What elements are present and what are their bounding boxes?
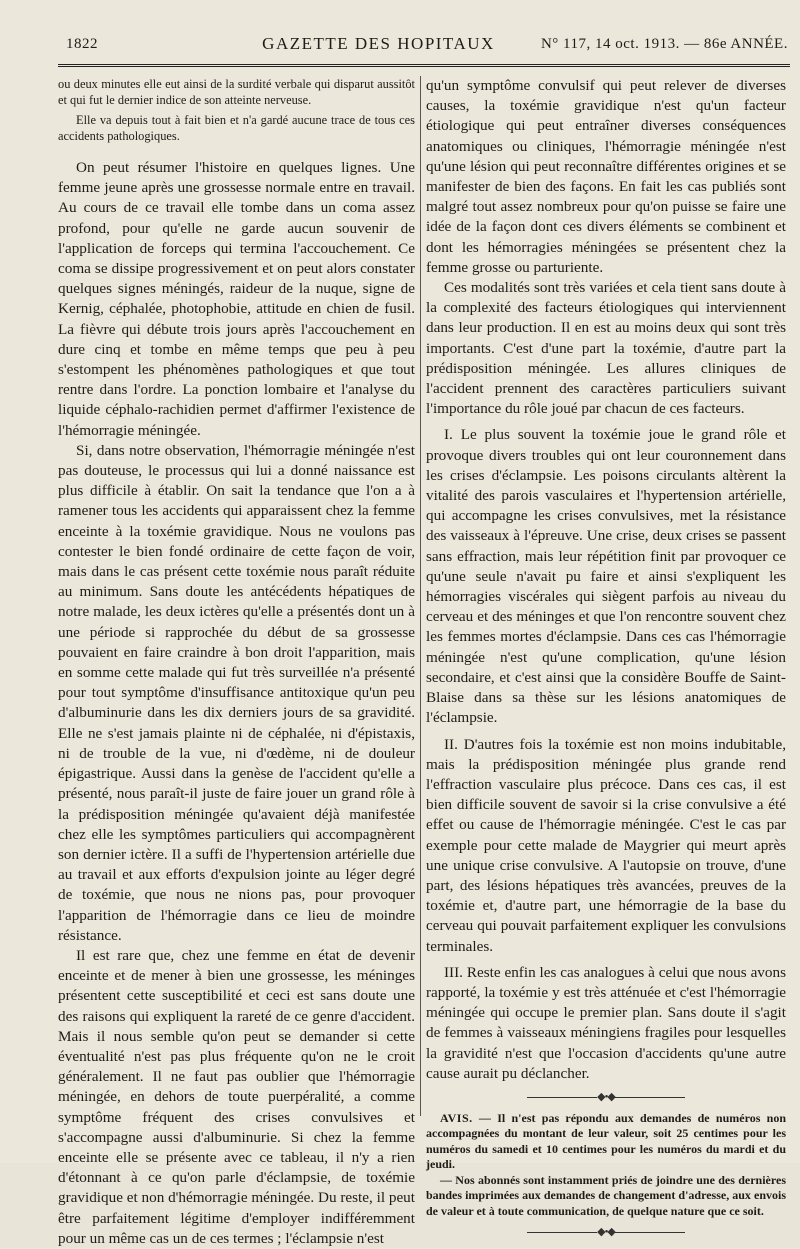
- issue-info: N° 117, 14 oct. 1913. — 86e ANNÉE.: [540, 35, 788, 52]
- page-number: 1822: [66, 35, 98, 52]
- notice-text: — Il n'est pas répondu aux demandes de numéros non accompagnées du montant de leur valeur, soit 25 centimes pour les numéros du samedi et 10 centimes pour les numéros du mardi et du jeudi.: [426, 1110, 786, 1172]
- ornament-divider: ◆•◆: [426, 1090, 786, 1103]
- notice-paragraph: [426, 1111, 786, 1173]
- body-paragraph: I. Le plus souvent la toxémie joue le grand rôle et provoque divers troubles qui ont leur couronnement dans les crises d'éclampsie. Les poisons circulants altèrent la vitalité des parois vasculaires et l'hypertension artérielle, qui accompagne les crises convulsives, met la résistance des vaisseaux à l'épreuve. Une crise, deux crises se passent sans effraction, mais leur répétition finit par provoquer ce qu'une seule n'avait pu faire et ainsi s'expliquent les hémorragies viscérales qui siègent parfois au niveau du cerveau et des méninges et que l'on rencontre souvent chez les femmes mortes d'éclampsie. Dans ces cas l'hémorragie méningée n'est qu'une complication, qu'une lésion secondaire, et c'est ainsi que la considère Bouffe de Saint-Blaise dans sa thèse sur les lésions anatomiques de l'éclampsie.: [426, 426, 786, 727]
- left-column: [58, 76, 415, 1249]
- right-column: [426, 76, 786, 1246]
- body-paragraph: qu'un symptôme convulsif qui peut relever de diverses causes, la toxémie gravidique n'est qu'un facteur étiologique qui peut entraîner diverses conséquences anatomiques ou cliniques, l'hémorragie méningée n'est qu'une lésion qui peut reconnaître différentes origines et se manifester de bien des façons. En fait les cas publiés sont malgré tout assez nombreux pour qu'on puisse se faire une idée de la façon dont ces divers éléments se combinent et dont les hémorragies méningées se présentent chez la femme grosse ou parturiente.: [426, 77, 786, 276]
- small-paragraph: ou deux minutes elle eut ainsi de la surdité verbale qui disparut aussitôt et qui fut le dernier indice de son atteinte nerveuse.: [58, 77, 415, 107]
- body-paragraph: Ces modalités sont très variées et cela tient sans doute à la complexité des facteurs étiologiques qui interviennent dans leur production. Il en est au moins deux qui sont très importants. C'est d'une part la toxémie, d'autre part la prédisposition méningée. Les allures cliniques de l'accident prennent des caractères particuliers suivant l'importance du rôle joué par chacun de ces facteurs.: [426, 279, 786, 418]
- small-paragraph: Elle va depuis tout à fait bien et n'a gardé aucune trace de tous ces accidents pathologiques.: [58, 113, 415, 143]
- notice-label: AVIS.: [440, 1110, 473, 1125]
- page-header: [66, 26, 788, 62]
- column-divider: [420, 76, 421, 1116]
- body-paragraph: Il est rare que, chez une femme en état de devenir enceinte et de mener à bien une grossesse, les méninges présentent cette susceptibilité et ceci est sans doute une des raisons qui expliquent la rareté de ce genre d'accident. Mais il nous semble qu'on peut se demander si cette éventualité n'est pas plus fréquente qu'on ne le croit généralement. Il ne faut pas oublier que l'hémorragie méningée, en dehors de toute puerpéralité, a comme symptôme fréquent des crises convulsives et s'accompagne aussi d'albuminurie. Si chez la femme enceinte elle se présente avec ce tableau, il n'y a rien d'étonnant à ce qu'on parle d'éclampsie, de toxémie gravidique et non d'hémorragie méningée. Du reste, il peut être parfaitement légitime d'employer indifféremment pour un même cas un de ces termes ; l'éclampsie n'est: [58, 946, 415, 1247]
- body-paragraph: III. Reste enfin les cas analogues à celui que nous avons rapporté, la toxémie y est très atténuée et c'est l'hémorragie méningée qui occupe le premier plan. Sans doute il s'agit de femmes à vaisseaux méningiens fragiles pour lesquelles la gravidité n'est que l'occasion d'accidents qu'une autre cause aurait pu déclancher.: [426, 963, 786, 1082]
- body-paragraph: On peut résumer l'histoire en quelques lignes. Une femme jeune après une grossesse normale entre en travail. Au cours de ce travail elle tombe dans un coma assez profond, pour qu'elle ne garde aucun souvenir de l'application de forceps qui termina l'accouchement. Ce coma se dissipe progressivement et on peut alors constater quelques signes méningés, raideur de la nuque, signe de Kernig, céphalée, photophobie, attitude en chien de fusil. La fièvre qui débute trois jours après l'accouchement en dure cinq et tombe en même temps que peu à peu s'estompent les phénomènes pathologiques et que tout rentre dans l'ordre. La ponction lombaire et l'analyse du liquide céphalo-rachidien permet d'affirmer l'existence de l'hémorragie méningée.: [58, 159, 415, 439]
- journal-title: GAZETTE DES HOPITAUX: [262, 34, 495, 53]
- body-paragraph: II. D'autres fois la toxémie est non moins indubitable, mais la prédisposition méningée plus grande rend l'effraction vasculaire plus précoce. Dans ces cas, il est bien difficile souvent de savoir si la crise convulsive a été effet ou cause de l'hémorragie méningée. C'est le cas par exemple pour cette malade de Maygrier qui meurt après une unique crise convulsive. A l'autopsie on trouve, d'une part, des lésions hépatiques très avancées, preuves de la toxémie et, d'autre part, une hémorragie de la base du cerveau qui pouvait parfaitement expliquer les convulsions terminales.: [426, 735, 786, 955]
- body-paragraph: Si, dans notre observation, l'hémorragie méningée n'est pas douteuse, le processus qui lui a donné naissance est plus difficile à établir. On sait la tendance que l'on a à ramener tous les accidents qui apparaissent chez la femme enceinte à la toxémie gravidique. Nous ne voulons pas contester le bien fondé ordinaire de cette façon de voir, mais dans le cas présent cette toxémie nous paraît réduite au minimum. Sans doute les antécédents hépatiques de notre malade, les deux ictères qu'elle a présentés dont un à une période si rapprochée du début de sa grossesse pouvaient en faire craindre à bon droit l'apparition, mais en somme cette malade qui fut très surveillée n'a présenté pour tout symptôme d'insuffisance antitoxique qu'un peu d'albuminurie dans les dix derniers jours de sa gravidité. Elle ne s'est jamais plainte ni de céphalée, ni d'épistaxis, ni de trouble de la vue, ni d'œdème, ni de douleur épigastrique. Aussi dans la genèse de l'accident qu'elle a présenté, nous paraît-il juste de faire jouer un grand rôle à la prédisposition méningée qu'avaient déjà manifestée chez elle les symptômes particuliers qui accompagnèrent son dernier ictère. Il a suffi de l'hypertension artérielle due au travail et aux efforts d'expulsion jointe au léger degré de toxémie, que nous ne nions pas, pour provoquer l'apparition de l'hémorragie dans ce lieu de moindre résistance.: [58, 441, 415, 944]
- header-rule: [58, 64, 790, 67]
- notice-paragraph: — Nos abonnés sont instamment priés de joindre une des dernières bandes imprimées aux demandes de changement d'adresse, aux envois de valeur et à toute communication, de quelque nature que ce soit.: [426, 1172, 786, 1218]
- ornament-divider: ◆•◆: [426, 1225, 786, 1238]
